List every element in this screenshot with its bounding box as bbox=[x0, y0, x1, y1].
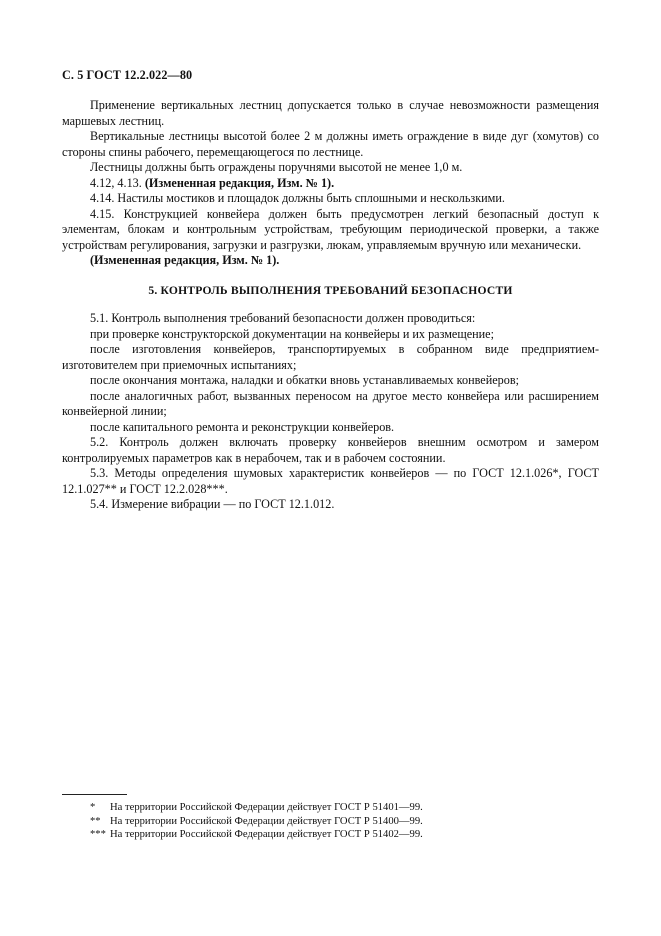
paragraph-4-12-4-13 bbox=[62, 176, 599, 192]
list-item: после капитального ремонта и реконструкции конвейеров. bbox=[90, 419, 395, 434]
paragraph-vertical-ladders-use: Применение вертикальных лестниц допускается только в случае невозможности размещения маршевых лестниц. bbox=[62, 98, 599, 128]
list-item: после аналогичных работ, вызванных переносом на другое место конвейера или расширением конвейерной линии; bbox=[62, 388, 599, 418]
footnote-item bbox=[62, 815, 599, 829]
paragraph-4-15: 4.15. Конструкцией конвейера должен быть предусмотрен легкий безопасный доступ к элементам, блокам и контрольным устройствам, требующим периодической проверки, а также устройствам регулирования, загрузки и разгрузки, люкам, управляемым вручную или механически. bbox=[62, 206, 599, 252]
document-body bbox=[62, 98, 599, 513]
footnote-item bbox=[62, 828, 599, 842]
footnote-mark: ** bbox=[90, 815, 101, 827]
footnote-mark: *** bbox=[90, 829, 106, 841]
amendment-note: (Измененная редакция, Изм. № 1). bbox=[90, 253, 280, 267]
paragraph-5-4: 5.4. Измерение вибрации — по ГОСТ 12.1.012. bbox=[90, 497, 335, 511]
section-title: 5. КОНТРОЛЬ ВЫПОЛНЕНИЯ ТРЕБОВАНИЙ БЕЗОПАСНОСТИ bbox=[148, 283, 513, 297]
clause-number: 4.12, 4.13. bbox=[90, 175, 142, 190]
list-item: после изготовления конвейеров, транспортируемых в собранном виде предприятием-изготовителем при приемочных испытаниях; bbox=[62, 342, 599, 372]
footnotes bbox=[62, 794, 599, 842]
amendment-note: (Измененная редакция, Изм. № 1). bbox=[144, 175, 335, 190]
page-header: С. 5 ГОСТ 12.2.022—80 bbox=[62, 68, 193, 82]
list-item: при проверке конструкторской документации на конвейеры и их размещение; bbox=[90, 326, 494, 341]
paragraph-5-1: 5.1. Контроль выполнения требований безопасности должен проводиться: bbox=[90, 311, 476, 325]
footnote-text: На территории Российской Федерации действует ГОСТ Р 51400—99. bbox=[110, 815, 423, 827]
footnote-item bbox=[62, 801, 599, 815]
paragraph-4-14: 4.14. Настилы мостиков и площадок должны быть сплошными и нескользкими. bbox=[90, 191, 505, 205]
footnote-text: На территории Российской Федерации действует ГОСТ Р 51402—99. bbox=[110, 829, 423, 841]
paragraph-ladder-handrails: Лестницы должны быть ограждены поручнями высотой не менее 1,0 м. bbox=[90, 160, 463, 174]
paragraph-5-2: 5.2. Контроль должен включать проверку конвейеров внешним осмотром и замером контролируемых параметров как в нерабочем, так и в рабочем состоянии. bbox=[62, 435, 599, 465]
footnote-divider bbox=[62, 794, 127, 795]
paragraph-vertical-ladders-guard: Вертикальные лестницы высотой более 2 м должны иметь ограждение в виде дуг (хомутов) со стороны спины рабочего, перемещающегося по лестнице. bbox=[62, 129, 599, 159]
list-item: после окончания монтажа, наладки и обкатки вновь устанавливаемых конвейеров; bbox=[90, 373, 519, 387]
footnote-mark: * bbox=[90, 802, 96, 813]
footnote-text: На территории Российской Федерации действует ГОСТ Р 51401—99. bbox=[110, 802, 423, 813]
paragraph-5-3: 5.3. Методы определения шумовых характеристик конвейеров — по ГОСТ 12.1.026*, ГОСТ 12.1.027** и ГОСТ 12.2.028***. bbox=[62, 466, 599, 496]
